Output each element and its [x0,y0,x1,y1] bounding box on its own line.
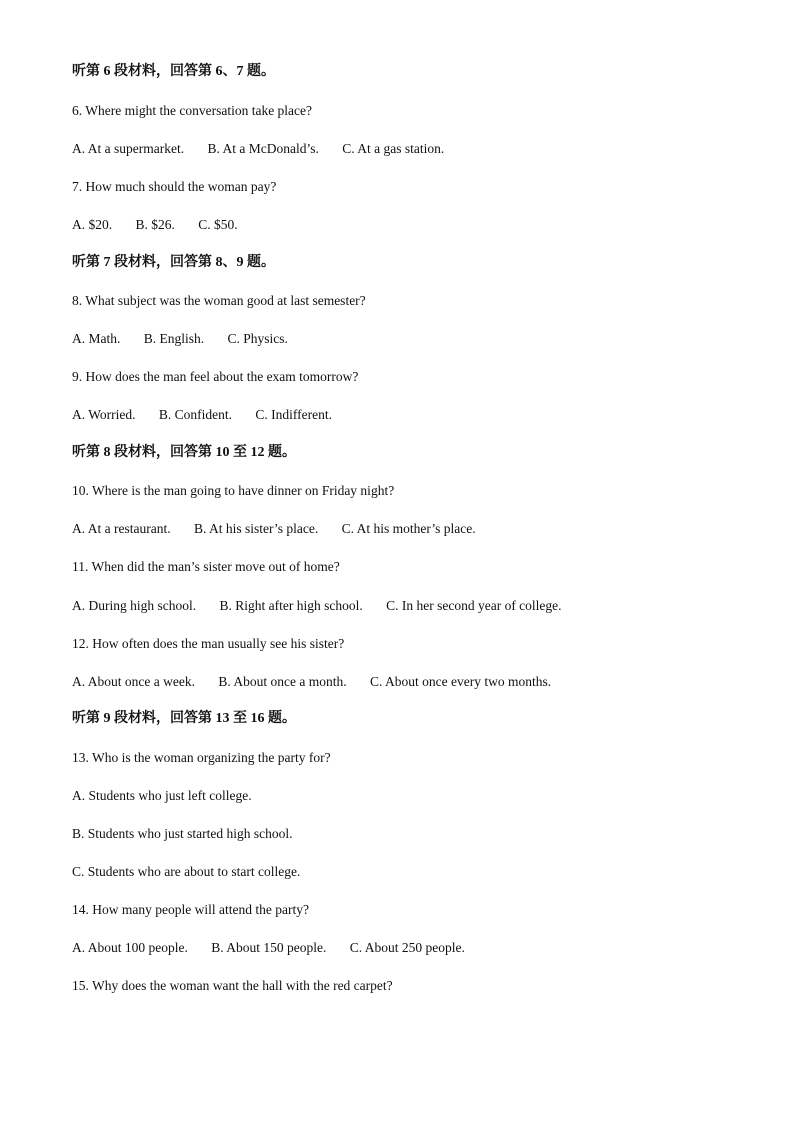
option-a: A. Math. [72,331,121,346]
option-b: B. Right after high school. [219,598,363,613]
option-b: B. At a McDonald’s. [207,141,319,156]
question-text: 7. How much should the woman pay? [72,179,277,194]
option-a: A. During high school. [72,598,197,613]
option-c: C. About 250 people. [349,940,465,955]
option-c: C. Indifferent. [255,407,333,422]
option-b: B. About once a month. [218,674,347,689]
answer-options [72,406,332,424]
question-text: 12. How often does the man usually see his sister? [72,636,345,651]
option-a: A. At a restaurant. [72,521,171,536]
section-heading: 听第 9 段材料，回答第 13 至 16 题。 [72,711,296,726]
option-b: B. English. [143,331,205,346]
section-heading: 听第 6 段材料，回答第 6、7 题。 [72,64,275,79]
section-heading: 听第 7 段材料，回答第 8、9 题。 [72,255,275,270]
option-b: B. Confident. [158,407,233,422]
option-b: B. $26. [135,217,175,232]
option-b: B. Students who just started high school. [72,826,293,841]
answer-options [72,330,288,348]
question-text: 9. How does the man feel about the exam tomorrow? [72,369,359,384]
option-a: A. Worried. [72,407,136,422]
question-text: 14. How many people will attend the party? [72,902,309,917]
answer-options [72,939,465,957]
question-text: 11. When did the man’s sister move out of home? [72,559,340,574]
question-text: 10. Where is the man going to have dinner on Friday night? [72,483,395,498]
option-a: A. About 100 people. [72,940,188,955]
answer-options [72,216,238,234]
option-c: C. Physics. [227,331,288,346]
option-b: B. At his sister’s place. [193,521,319,536]
option-b: B. About 150 people. [211,940,327,955]
option-a: A. Students who just left college. [72,788,252,803]
section-heading: 听第 8 段材料，回答第 10 至 12 题。 [72,445,296,460]
option-c: C. At his mother’s place. [341,521,476,536]
option-a: A. About once a week. [72,674,195,689]
option-a: A. $20. [72,217,113,232]
answer-options [72,597,562,615]
answer-options [72,520,476,538]
answer-options [72,673,551,691]
question-text: 8. What subject was the woman good at last semester? [72,293,366,308]
question-text: 13. Who is the woman organizing the party for? [72,750,331,765]
question-text: 6. Where might the conversation take place? [72,103,313,118]
answer-options [72,140,444,158]
question-text: 15. Why does the woman want the hall with the red carpet? [72,978,393,993]
option-c: C. $50. [198,217,238,232]
option-c: C. At a gas station. [342,141,445,156]
option-c: C. In her second year of college. [386,598,562,613]
option-c: C. Students who are about to start college. [72,864,301,879]
option-c: C. About once every two months. [369,674,552,689]
option-a: A. At a supermarket. [72,141,185,156]
